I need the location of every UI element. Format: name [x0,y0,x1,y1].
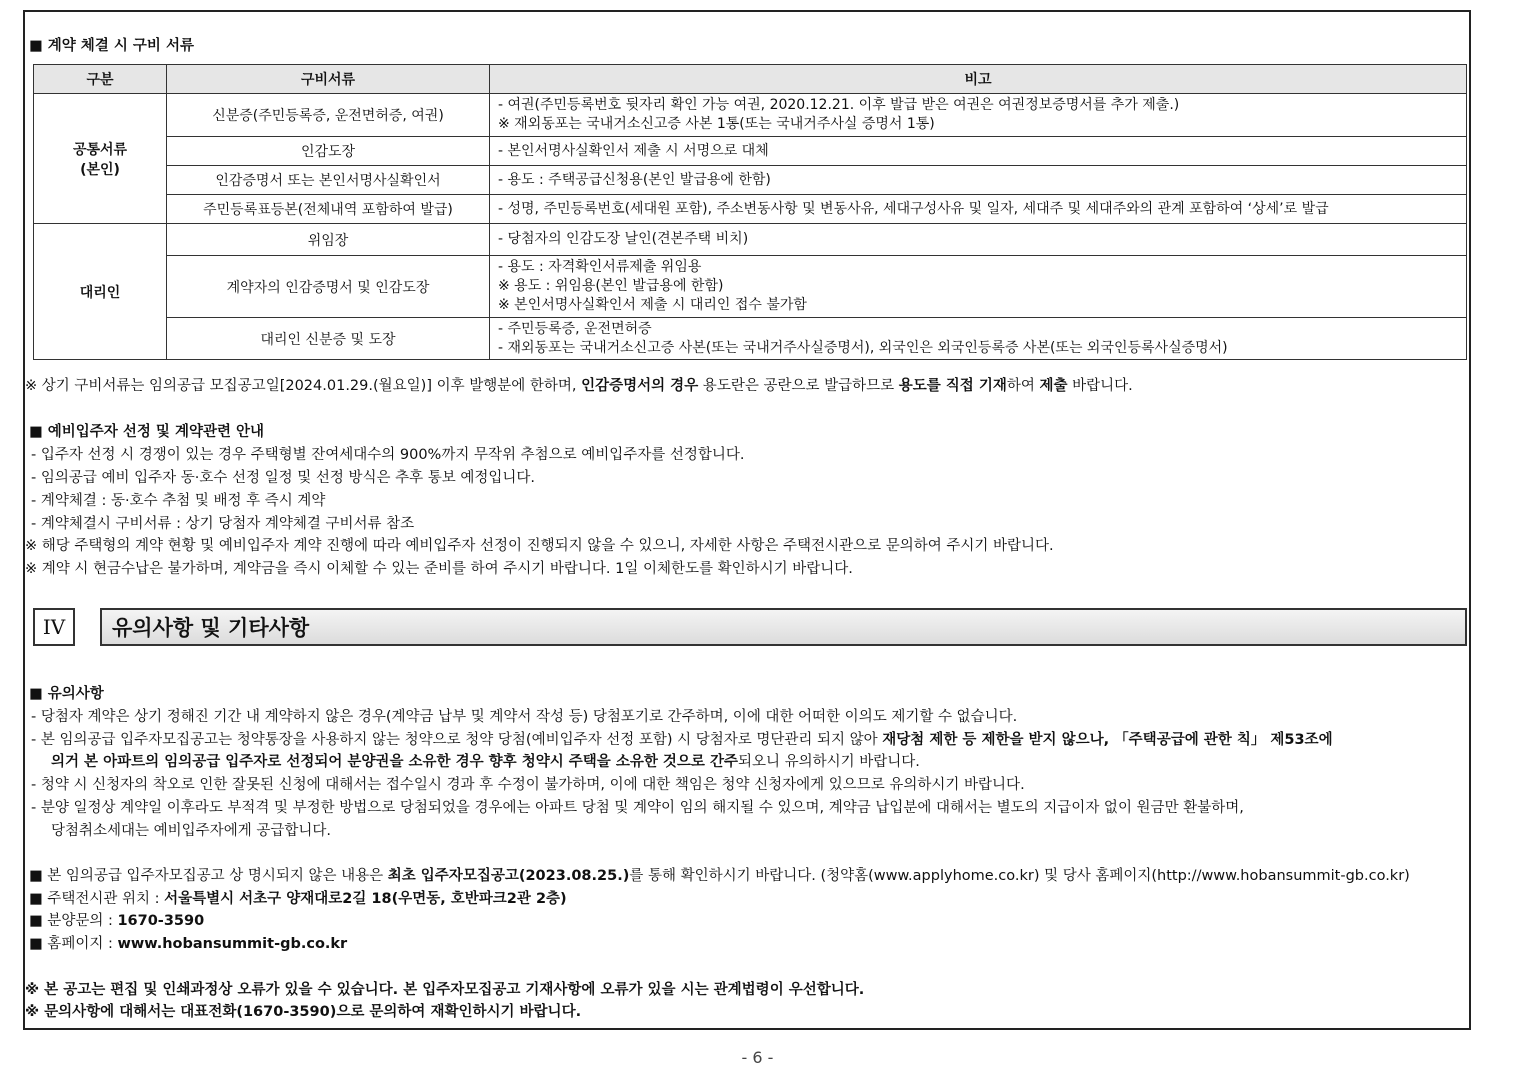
note-line: - 성명, 주민등록번호(세대원 포함), 주소변동사항 및 변동사유, 세대구성사유 및 일자, 세대주 및 세대주와의 관계 포함하여 ‘상세’로 발급 [498,200,1329,217]
caution-bold: 재당첨 제한 등 제한을 받지 않으나, 「주택공급에 관한 칙」 제53조에 [882,732,1333,748]
note-line: - 용도 : 자격확인서류제출 위임용 [498,259,702,275]
doc-cell: 위임장 [167,224,490,256]
info-text: ■ 홈페이지 : [29,936,118,952]
table-note-text: 바랍니다. [1067,378,1133,394]
reserve-line: - 입주자 선정 시 경쟁이 있는 경우 주택형별 잔여세대수의 900%까지 무작위 추첨으로 예비입주자를 선정합니다. [31,447,745,463]
info-bold: 서울특별시 서초구 양재대로2길 18(우면동, 호반파크2관 2층) [164,891,567,907]
caution-line [51,750,920,771]
reserve-line: - 계약체결시 구비서류 : 상기 당첨자 계약체결 구비서류 참조 [31,516,415,532]
section-title: 유의사항 및 기타사항 [100,608,1467,646]
table-row [34,166,1467,195]
table-row [34,318,1467,360]
document-page [23,10,1471,1030]
table-row [34,256,1467,318]
note-cell [490,224,1467,256]
caution-line: - 당첨자 계약은 상기 정해진 기간 내 계약하지 않은 경우(계약금 납부 및 계약서 작성 등) 당첨포기로 간주하며, 이에 대한 어떠한 이의도 제기할 수 없습니다. [31,709,1018,725]
info-text: ■ 분양문의 : [29,913,118,929]
reserve-note: ※ 계약 시 현금수납은 불가하며, 계약금을 즉시 이체할 수 있는 준비를 하여 주시기 바랍니다. 1일 이체한도를 확인하시기 바랍니다. [25,561,853,577]
column-header: 비고 [490,65,1467,94]
reserve-line: - 임의공급 예비 입주자 동·호수 선정 일정 및 선정 방식은 추후 통보 예정입니다. [31,470,535,486]
caution-heading: ■ 유의사항 [29,686,104,702]
caution-line: - 청약 시 신청자의 착오로 인한 잘못된 신청에 대해서는 접수일시 경과 후 수정이 불가하며, 이에 대한 책임은 청약 신청자에게 있으므로 유의하시기 바랍니다. [31,777,1025,793]
note-cell [490,137,1467,166]
doc-cell: 계약자의 인감증명서 및 인감도장 [167,256,490,318]
info-text: ■ 본 임의공급 입주자모집공고 상 명시되지 않은 내용은 [29,868,388,884]
table-note-text: ※ 상기 구비서류는 임의공급 모집공고일[2024.01.29.(월요일)] 이후 발행분에 한하며, [25,378,582,394]
note-line: - 용도 : 주택공급신청용(본인 발급용에 한함) [498,171,771,188]
table-row [34,137,1467,166]
section-number: IV [33,608,75,646]
table-note-text: 용도란은 공란으로 발급하므로 [698,378,899,394]
note-line: ※ 용도 : 위임용(본인 발급용에 한함) [498,278,724,294]
caution-text: 되오니 유의하시기 바랍니다. [737,754,920,770]
contract-docs-heading: ■ 계약 체결 시 구비 서류 [29,38,195,54]
doc-cell: 인감도장 [167,137,490,166]
table-note [25,374,1133,395]
note-cell [490,166,1467,195]
table-note-bold: 제출 [1039,378,1068,394]
table-note-bold: 용도를 직접 기재 [898,378,1007,394]
note-cell [490,94,1467,137]
table-row [34,195,1467,224]
note-line: ※ 본인서명사실확인서 제출 시 대리인 접수 불가함 [498,297,807,313]
info-line [29,909,204,930]
doc-cell: 신분증(주민등록증, 운전면허증, 여권) [167,94,490,137]
note-cell [490,195,1467,224]
caution-text: - 본 임의공급 입주자모집공고는 청약통장을 사용하지 않는 청약으로 청약 당첨(예비입주자 선정 포함) 시 당첨자로 명단관리 되지 않아 [31,732,883,748]
table-note-text: 하여 [1006,378,1040,394]
info-line [29,887,567,908]
info-text: 를 통해 확인하시기 바랍니다. (청약홈(www.applyhome.co.kr) 및 당사 홈페이지(http://www.hobansummit-gb.co.kr) [629,868,1410,884]
note-line: - 여권(주민등록번호 뒷자리 확인 가능 여권, 2020.12.21. 이후 발급 받은 여권은 여권정보증명서를 추가 제출.) [498,97,1180,113]
table-note-bold: 인감증명서의 경우 [581,378,699,394]
column-header: 구분 [34,65,167,94]
note-line: - 주민등록증, 운전면허증 [498,320,652,337]
note-cell [490,256,1467,318]
doc-cell: 대리인 신분증 및 도장 [167,318,490,360]
category-label: (본인) [80,161,120,178]
category-label: 대리인 [79,284,121,301]
final-note: ※ 본 공고는 편집 및 인쇄과정상 오류가 있을 수 있습니다. 본 입주자모집공고 기재사항에 오류가 있을 시는 관계법령이 우선합니다. [25,982,865,998]
table-row [34,224,1467,256]
info-bold: 최초 입주자모집공고(2023.08.25.) [387,868,630,884]
reserve-line: - 계약체결 : 동·호수 추첨 및 배정 후 즉시 계약 [31,493,326,509]
table-header-row [34,65,1467,94]
page-number: - 6 - [741,1048,774,1067]
info-line [29,932,347,953]
note-line: ※ 재외동포는 국내거소신고증 사본 1통(또는 국내거주사실 증명서 1통) [498,116,935,132]
caution-line: 당첨취소세대는 예비입주자에게 공급합니다. [51,823,331,839]
reserve-heading: ■ 예비입주자 선정 및 계약관련 안내 [29,424,265,440]
note-line: - 당첨자의 인감도장 날인(견본주택 비치) [498,231,749,247]
final-note: ※ 문의사항에 대해서는 대표전화(1670-3590)으로 문의하여 재확인하시기 바랍니다. [25,1004,582,1020]
category-cell [34,224,167,360]
note-line: - 재외동포는 국내거소신고증 사본(또는 국내거주사실증명서), 외국인은 외국인등록증 사본(또는 외국인등록사실증명서) [498,339,1228,356]
caution-line: - 분양 일정상 계약일 이후라도 부적격 및 부정한 방법으로 당첨되었을 경우에는 아파트 당첨 및 계약이 임의 해지될 수 있으며, 계약금 납입분에 대해서는 별도의 지급이자 없이 원금만 환불하며, [31,800,1244,816]
doc-cell: 인감증명서 또는 본인서명사실확인서 [167,166,490,195]
info-bold: 1670-3590 [117,913,205,929]
reserve-note: ※ 해당 주택형의 계약 현황 및 예비입주자 계약 진행에 따라 예비입주자 선정이 진행되지 않을 수 있으니, 자세한 사항은 주택전시관으로 문의하여 주시기 바랍니다. [25,538,1054,554]
note-cell [490,318,1467,360]
category-cell [34,94,167,224]
caution-bold: 의거 본 아파트의 임의공급 입주자로 선정되어 분양권을 소유한 경우 향후 청약시 주택을 소유한 것으로 간주 [51,754,738,770]
contract-docs-table [33,64,1467,360]
info-text: ■ 주택전시관 위치 : [29,891,165,907]
caution-line [31,728,1333,749]
note-line: - 본인서명사실확인서 제출 시 서명으로 대체 [498,142,769,159]
table-row [34,94,1467,137]
info-line [29,864,1410,885]
doc-cell: 주민등록표등본(전체내역 포함하여 발급) [167,195,490,224]
category-label: 공통서류 [72,141,128,158]
column-header: 구비서류 [167,65,490,94]
homepage-link[interactable]: www.hobansummit-gb.co.kr [117,936,348,952]
